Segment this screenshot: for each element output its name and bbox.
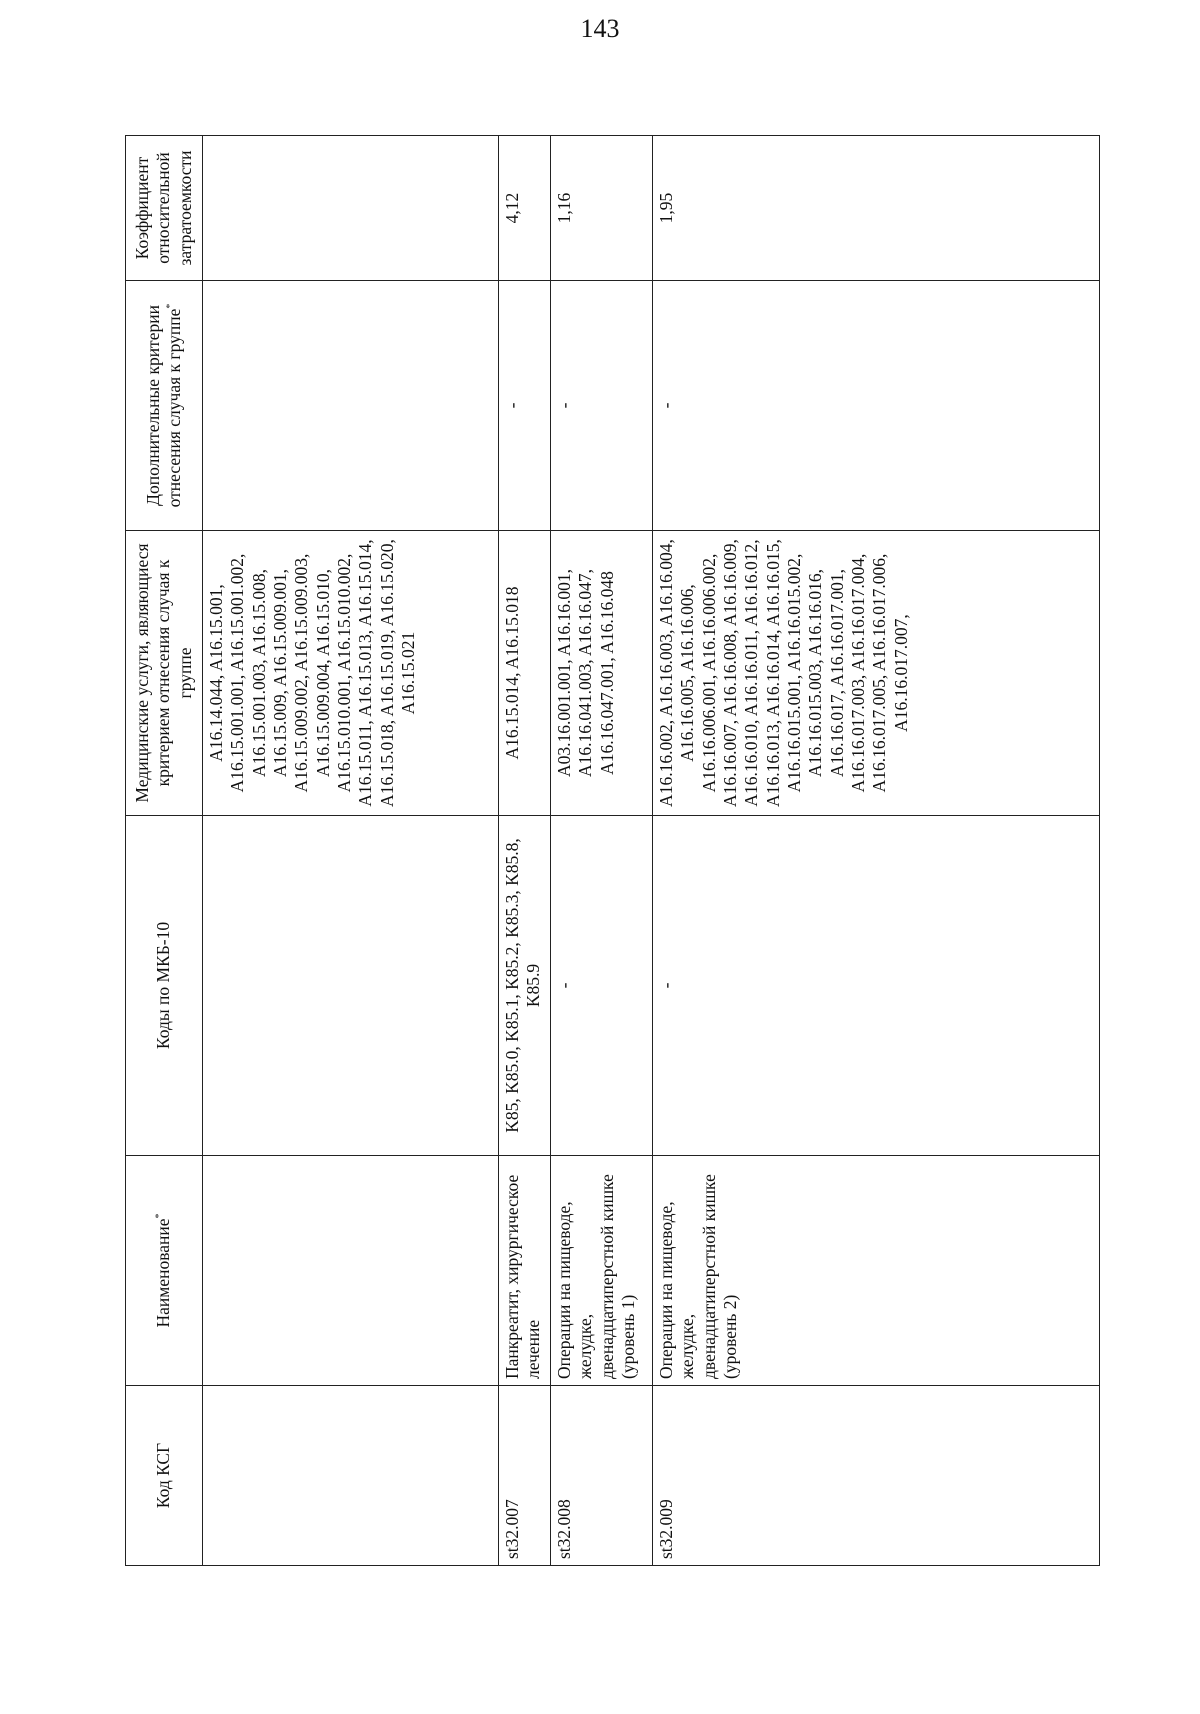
cell-criteria: -	[499, 281, 551, 531]
cell-icd: -	[551, 816, 653, 1156]
rotated-table-container	[125, 136, 1090, 1566]
cell-icd	[203, 816, 499, 1156]
cell-services: A03.16.001.001, A16.16.001, A16.16.041.003, A16.16.047, A16.16.047.001, A16.16.048	[551, 531, 653, 816]
cell-code: st32.009	[653, 1386, 1100, 1566]
ksg-table	[125, 135, 1100, 1566]
cell-code: st32.008	[551, 1386, 653, 1566]
cell-name: Операции на пищеводе, желудке, двенадцатиперстной кишке (уровень 2)	[653, 1156, 1100, 1386]
cell-services: A16.16.002, A16.16.003, A16.16.004, A16.16.005, A16.16.006, A16.16.006.001, A16.16.006.002, A16.16.007, A16.16.008, A16.16.009, A16.16.010, A16.16.011, A16.16.012, A16.16.013, A16.16.014, A16.16.015, A16.16.015.001, A16.16.015.002, A16.16.015.003, A16.16.016, A16.16.017, A16.16.017.001, A16.16.017.003, A16.16.017.004, A16.16.017.005, A16.16.017.006, A16.16.017.007,	[653, 531, 1100, 816]
table-header-row	[126, 136, 203, 1566]
header-name: Наименование*	[126, 1156, 203, 1386]
cell-criteria: -	[653, 281, 1100, 531]
table-row	[203, 136, 499, 1566]
cell-coef: 1,16	[551, 136, 653, 281]
cell-services: A16.15.014, A16.15.018	[499, 531, 551, 816]
cell-coef: 1,95	[653, 136, 1100, 281]
header-criteria: Дополнительные критерии отнесения случая к группе*	[126, 281, 203, 531]
cell-criteria	[203, 281, 499, 531]
cell-services: A16.14.044, A16.15.001, A16.15.001.001, A16.15.001.002, A16.15.001.003, A16.15.008, A16.15.009, A16.15.009.001, A16.15.009.002, A16.15.009.003, A16.15.009.004, A16.15.010, A16.15.010.001, A16.15.010.002, A16.15.011, A16.15.013, A16.15.014, A16.15.018, A16.15.019, A16.15.020, A16.15.021	[203, 531, 499, 816]
cell-name: Панкреатит, хирургическое лечение	[499, 1156, 551, 1386]
table-row	[653, 136, 1100, 1566]
header-icd: Коды по МКБ-10	[126, 816, 203, 1156]
cell-criteria: -	[551, 281, 653, 531]
cell-code: st32.007	[499, 1386, 551, 1566]
table-row	[499, 136, 551, 1566]
header-services: Медицинские услуги, являющиеся критерием отнесения случая к группе	[126, 531, 203, 816]
header-code: Код КСГ	[126, 1386, 203, 1566]
cell-name	[203, 1156, 499, 1386]
cell-icd: K85, K85.0, K85.1, K85.2, K85.3, K85.8, K85.9	[499, 816, 551, 1156]
page-number: 143	[580, 14, 620, 43]
header-coef: Коэффициент относительной затратоемкости	[126, 136, 203, 281]
cell-code	[203, 1386, 499, 1566]
cell-coef	[203, 136, 499, 281]
cell-icd: -	[653, 816, 1100, 1156]
cell-name: Операции на пищеводе, желудке, двенадцатиперстной кишке (уровень 1)	[551, 1156, 653, 1386]
table-row	[551, 136, 653, 1566]
cell-coef: 4,12	[499, 136, 551, 281]
